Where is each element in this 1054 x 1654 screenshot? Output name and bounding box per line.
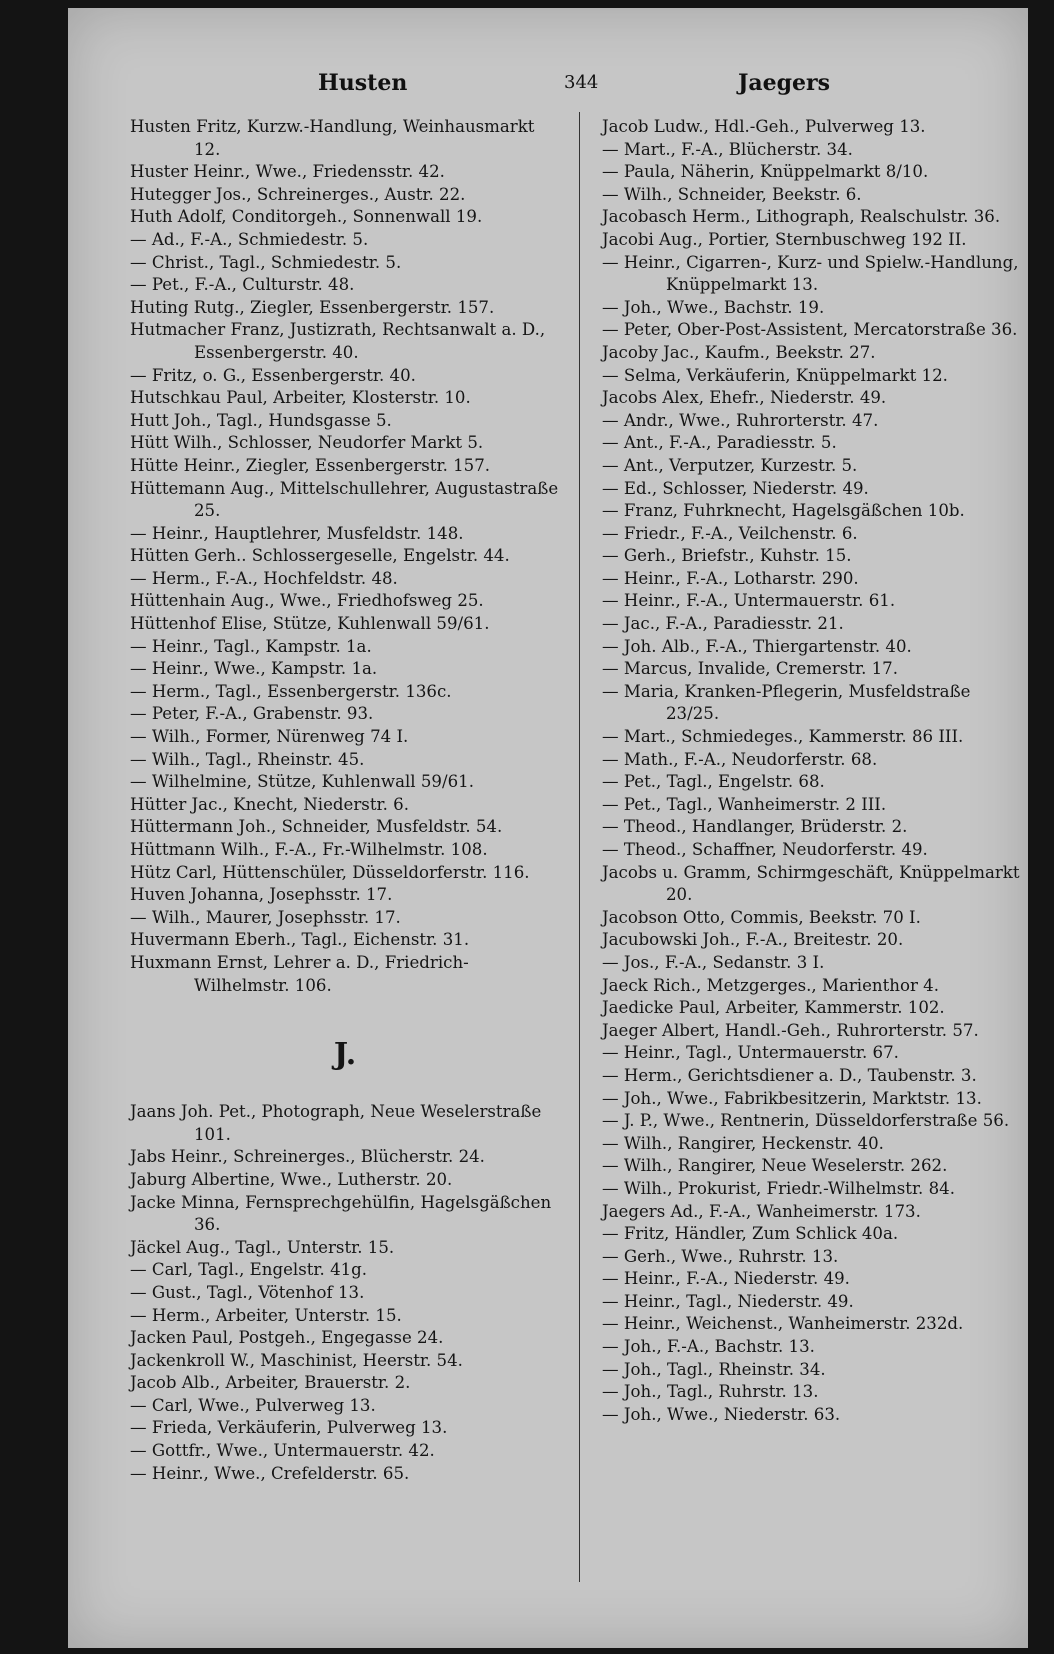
directory-entry: Hütz Carl, Hüttenschüler, Düsseldorferstr. 116. [130, 862, 530, 882]
directory-entry: Hüttenhof Elise, Stütze, Kuhlenwall 59/61. [130, 614, 490, 634]
directory-entry: — Joh. Alb., F.-A., Thiergartenstr. 40. [602, 636, 912, 656]
directory-entry: Hüttermann Joh., Schneider, Musfeldstr. 54. [130, 817, 503, 837]
directory-entry: — Maria, Kranken-Pflegerin, Musfeldstraße 23/25. [602, 681, 971, 724]
directory-entry: — Joh., Tagl., Rheinstr. 34. [602, 1359, 826, 1379]
directory-entry: — Friedr., F.-A., Veilchenstr. 6. [602, 523, 858, 543]
directory-entry: Huvermann Eberh., Tagl., Eichenstr. 31. [130, 930, 470, 950]
directory-entry: — Heinr., Cigarren-, Kurz- und Spielw.-Handlung, Knüppelmarkt 13. [602, 252, 1019, 295]
directory-entry: Huting Rutg., Ziegler, Essenbergerstr. 157. [130, 297, 495, 317]
directory-page [68, 8, 1028, 1648]
directory-entry: — Wilh., Schneider, Beekstr. 6. [602, 184, 862, 204]
directory-entry: — Franz, Fuhrknecht, Hagelsgäßchen 10b. [602, 501, 965, 521]
directory-entry: Jacoby Jac., Kaufm., Beekstr. 27. [602, 342, 876, 362]
directory-entry: — Heinr., Tagl., Untermauerstr. 67. [602, 1043, 899, 1063]
directory-entry: — Joh., F.-A., Bachstr. 13. [602, 1337, 815, 1357]
directory-entry: Jaans Joh. Pet., Photograph, Neue Weselerstraße 101. [130, 1102, 542, 1144]
directory-entry: — Herm., F.-A., Hochfeldstr. 48. [130, 568, 398, 588]
header-right-keyword: Jaegers [738, 70, 831, 96]
directory-entry: — Wilh., Prokurist, Friedr.-Wilhelmstr. 84. [602, 1178, 955, 1198]
directory-entry: — Fritz, o. G., Essenbergerstr. 40. [130, 365, 416, 385]
directory-entry: Jacubowski Joh., F.-A., Breitestr. 20. [602, 930, 904, 950]
directory-entry: — Heinr., F.-A., Niederstr. 49. [602, 1269, 850, 1289]
directory-entry: — Ed., Schlosser, Niederstr. 49. [602, 478, 869, 498]
left-entry-list [130, 116, 560, 997]
directory-entry: — Heinr., F.-A., Untermauerstr. 61. [602, 591, 896, 611]
directory-entry: Jaeck Rich., Metzgerges., Marienthor 4. [602, 975, 939, 995]
directory-entry: — Joh., Wwe., Bachstr. 19. [602, 297, 825, 317]
directory-entry: Jacobson Otto, Commis, Beekstr. 70 I. [602, 907, 921, 927]
directory-entry: — Mart., Schmiedeges., Kammerstr. 86 III. [602, 727, 964, 747]
directory-entry: — Math., F.-A., Neudorferstr. 68. [602, 749, 878, 769]
directory-entry: Hütte Heinr., Ziegler, Essenbergerstr. 157. [130, 455, 491, 475]
directory-entry: — Herm., Arbeiter, Unterstr. 15. [130, 1305, 402, 1325]
directory-entry: Jacob Alb., Arbeiter, Brauerstr. 2. [130, 1373, 411, 1393]
directory-entry: — Ant., F.-A., Paradiesstr. 5. [602, 433, 837, 453]
directory-entry: — Gerh., Briefstr., Kuhstr. 15. [602, 546, 852, 566]
directory-entry: Jacobasch Herm., Lithograph, Realschulstr. 36. [602, 207, 1001, 227]
directory-entry: Hutt Joh., Tagl., Hundsgasse 5. [130, 410, 392, 430]
directory-entry: — Heinr., Weichenst., Wanheimerstr. 232d. [602, 1314, 964, 1334]
right-entry-list [602, 116, 1020, 1426]
directory-entry: — Joh., Wwe., Niederstr. 63. [602, 1404, 841, 1424]
directory-entry: — Herm., Tagl., Essenbergerstr. 136c. [130, 681, 452, 701]
directory-entry: — Theod., Schaffner, Neudorferstr. 49. [602, 840, 928, 859]
directory-entry: — Heinr., F.-A., Lotharstr. 290. [602, 568, 859, 588]
directory-entry: — Carl, Tagl., Engelstr. 41g. [130, 1260, 368, 1280]
directory-entry: Jacobs u. Gramm, Schirmgeschäft, Knüppelmarkt 20. [602, 862, 1020, 905]
directory-entry: Hütter Jac., Knecht, Niederstr. 6. [130, 794, 409, 814]
directory-entry: Jackenkroll W., Maschinist, Heerstr. 54. [130, 1350, 463, 1370]
directory-entry: — Gottfr., Wwe., Untermauerstr. 42. [130, 1441, 435, 1461]
directory-entry: Husten Fritz, Kurzw.-Handlung, Weinhausmarkt 12. [130, 117, 535, 159]
directory-entry: Huster Heinr., Wwe., Friedensstr. 42. [130, 162, 445, 182]
directory-entry: Hütt Wilh., Schlosser, Neudorfer Markt 5. [130, 433, 484, 453]
directory-entry: Hutschkau Paul, Arbeiter, Klosterstr. 10. [130, 388, 471, 408]
directory-entry: — Heinr., Hauptlehrer, Musfeldstr. 148. [130, 523, 464, 543]
directory-entry: — Heinr., Wwe., Kampstr. 1a. [130, 659, 378, 679]
directory-entry: Huven Johanna, Josephsstr. 17. [130, 885, 393, 905]
directory-entry: — Mart., F.-A., Blücherstr. 34. [602, 139, 853, 159]
directory-entry: Jabs Heinr., Schreinerges., Blücherstr. 24. [130, 1147, 485, 1167]
directory-entry: Jacobs Alex, Ehefr., Niederstr. 49. [602, 388, 887, 408]
page-number: 344 [564, 72, 599, 93]
column-divider [579, 112, 580, 1582]
directory-entry: Jaedicke Paul, Arbeiter, Kammerstr. 102. [602, 998, 945, 1018]
directory-entry: — Gust., Tagl., Vötenhof 13. [130, 1282, 365, 1302]
section-letter: J. [333, 1037, 357, 1073]
directory-entry: — Pet., Tagl., Engelstr. 68. [602, 772, 825, 792]
directory-entry: Hüttenhain Aug., Wwe., Friedhofsweg 25. [130, 591, 484, 611]
directory-entry: Hütten Gerh.. Schlossergeselle, Engelstr. 44. [130, 546, 510, 566]
directory-entry: — Paula, Näherin, Knüppelmarkt 8/10. [602, 162, 929, 182]
directory-entry: Hutegger Jos., Schreinerges., Austr. 22. [130, 184, 466, 204]
directory-entry: — Heinr., Tagl., Niederstr. 49. [602, 1291, 854, 1311]
directory-entry: — Wilh., Former, Nürenweg 74 I. [130, 727, 409, 747]
directory-entry: — Marcus, Invalide, Cremerstr. 17. [602, 659, 899, 679]
directory-entry: — Joh., Wwe., Fabrikbesitzerin, Marktstr. 13. [602, 1088, 982, 1108]
directory-entry: Jaegers Ad., F.-A., Wanheimerstr. 173. [602, 1201, 921, 1221]
directory-entry: — Fritz, Händler, Zum Schlick 40a. [602, 1224, 899, 1244]
directory-entry: — Wilhelmine, Stütze, Kuhlenwall 59/61. [130, 772, 474, 792]
header-left-keyword: Husten [318, 70, 408, 96]
right-column [602, 116, 1020, 1426]
directory-entry: Jacob Ludw., Hdl.-Geh., Pulverweg 13. [602, 117, 926, 136]
directory-entry: — Pet., Tagl., Wanheimerstr. 2 III. [602, 794, 887, 814]
directory-entry: — Ant., Verputzer, Kurzestr. 5. [602, 455, 858, 475]
directory-entry: — Jac., F.-A., Paradiesstr. 21. [602, 614, 844, 634]
directory-entry: Hüttemann Aug., Mittelschullehrer, Augustastraße 25. [130, 478, 559, 521]
directory-entry: — Wilh., Maurer, Josephsstr. 17. [130, 907, 401, 927]
directory-entry: — Gerh., Wwe., Ruhrstr. 13. [602, 1246, 839, 1266]
directory-entry: — Theod., Handlanger, Brüderstr. 2. [602, 817, 908, 837]
directory-entry: — Herm., Gerichtsdiener a. D., Taubenstr. 3. [602, 1065, 977, 1085]
directory-entry: — Peter, Ober-Post-Assistent, Mercatorstraße 36. [602, 320, 1018, 340]
directory-entry: Hutmacher Franz, Justizrath, Rechtsanwalt a. D., Essenbergerstr. 40. [130, 320, 546, 362]
left-column [130, 116, 560, 1485]
directory-entry: Huth Adolf, Conditorgeh., Sonnenwall 19. [130, 207, 483, 227]
page-header [68, 64, 1028, 104]
directory-entry: — Ad., F.-A., Schmiedestr. 5. [130, 229, 369, 249]
left-j-entry-list [130, 1101, 560, 1485]
directory-entry: Jacken Paul, Postgeh., Engegasse 24. [130, 1328, 444, 1348]
directory-entry: — Pet., F.-A., Culturstr. 48. [130, 275, 355, 295]
directory-entry: — Heinr., Tagl., Kampstr. 1a. [130, 636, 372, 656]
directory-entry: Huxmann Ernst, Lehrer a. D., Friedrich-Wilhelmstr. 106. [130, 952, 469, 995]
directory-entry: — Frieda, Verkäuferin, Pulverweg 13. [130, 1418, 448, 1438]
directory-entry: — Wilh., Rangirer, Heckenstr. 40. [602, 1133, 884, 1153]
directory-entry: — Carl, Wwe., Pulverweg 13. [130, 1395, 376, 1415]
directory-entry: Hüttmann Wilh., F.-A., Fr.-Wilhelmstr. 108. [130, 840, 488, 859]
directory-entry: — Jos., F.-A., Sedanstr. 3 I. [602, 952, 825, 972]
directory-entry: Jaeger Albert, Handl.-Geh., Ruhrorterstr. 57. [602, 1020, 979, 1040]
directory-entry: — Andr., Wwe., Ruhrorterstr. 47. [602, 410, 879, 430]
directory-entry: Jaburg Albertine, Wwe., Lutherstr. 20. [130, 1169, 453, 1189]
directory-entry: — Wilh., Rangirer, Neue Weselerstr. 262. [602, 1156, 948, 1176]
directory-entry: Jacke Minna, Fernsprechgehülfin, Hagelsgäßchen 36. [130, 1192, 552, 1235]
directory-entry: Jacobi Aug., Portier, Sternbuschweg 192 II. [602, 229, 967, 249]
directory-entry: Jäckel Aug., Tagl., Unterstr. 15. [130, 1237, 395, 1257]
directory-entry: — Wilh., Tagl., Rheinstr. 45. [130, 749, 365, 769]
directory-entry: — Christ., Tagl., Schmiedestr. 5. [130, 252, 402, 272]
directory-entry: — Selma, Verkäuferin, Knüppelmarkt 12. [602, 365, 948, 385]
directory-entry: — J. P., Wwe., Rentnerin, Düsseldorferstraße 56. [602, 1111, 1010, 1131]
directory-entry: — Peter, F.-A., Grabenstr. 93. [130, 704, 374, 724]
directory-entry: — Joh., Tagl., Ruhrstr. 13. [602, 1382, 819, 1402]
directory-entry: — Heinr., Wwe., Crefelderstr. 65. [130, 1463, 410, 1483]
